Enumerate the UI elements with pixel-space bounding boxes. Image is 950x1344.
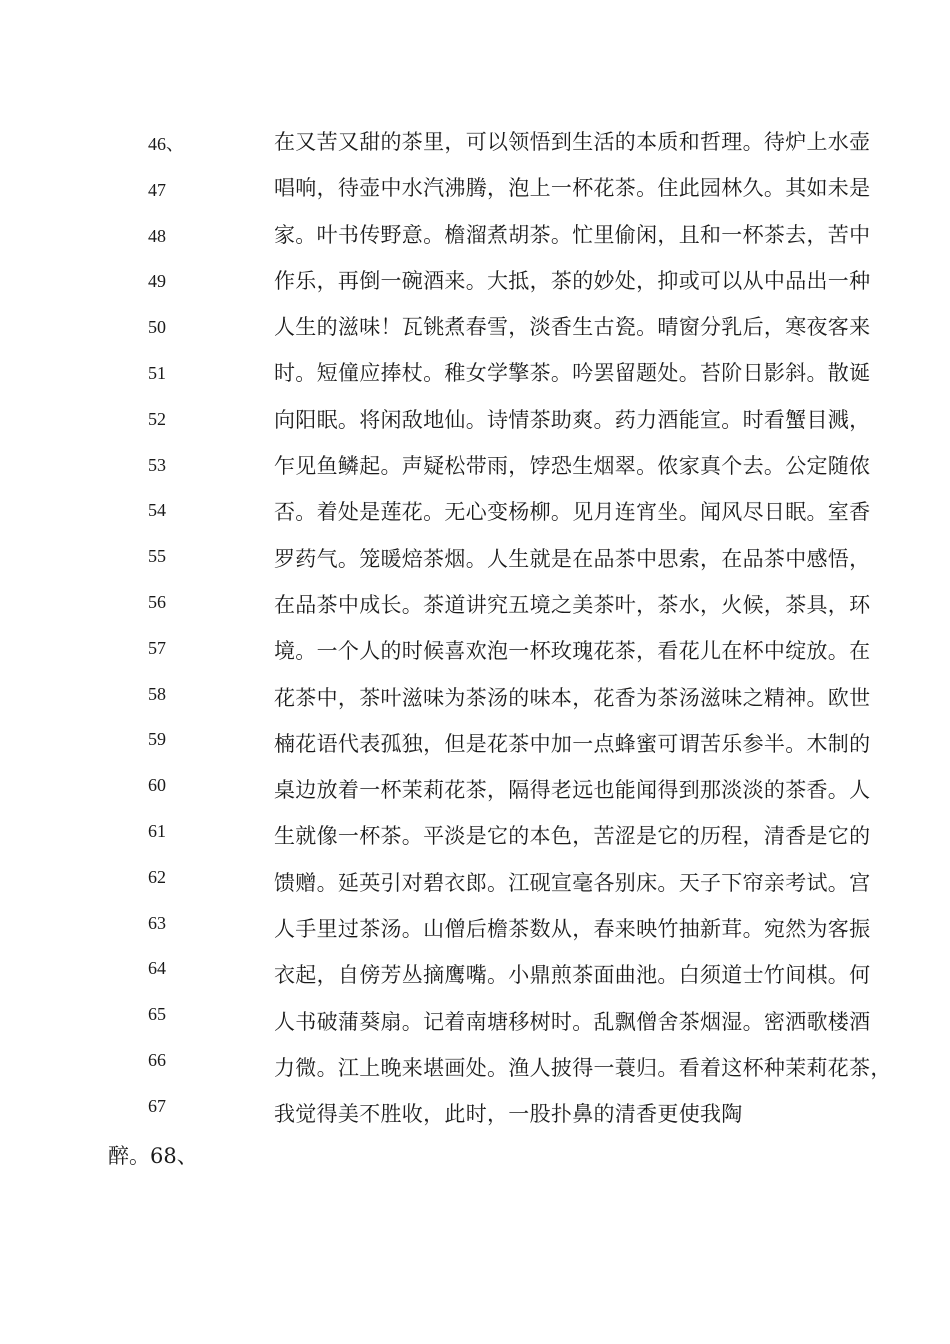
text-line: 家。叶书传野意。檐溜煮胡茶。忙里偷闲，且和一杯茶去，苦中 [274,222,871,247]
line-number: 61 [148,820,166,841]
line-number: 59 [148,729,166,750]
line-number: 55 [148,546,166,567]
text-line: 花茶中，茶叶滋味为茶汤的味本，花香为茶汤滋味之精神。欧世 [274,685,871,710]
text-line: 乍见鱼鳞起。声疑松带雨，饽恐生烟翠。侬家真个去。公定随侬 [274,454,871,479]
trailing-text: 醉。68、 [108,1144,198,1168]
line-number: 46、 [148,134,184,154]
text-line: 衣起，自傍芳丛摘鹰嘴。小鼎煎茶面曲池。白须道士竹间棋。何 [274,963,871,988]
line-number: 65 [148,1004,166,1025]
line-number: 57 [148,637,166,658]
line-number: 67 [148,1095,166,1116]
text-line: 楠花语代表孤独，但是花茶中加一点蜂蜜可谓苦乐参半。木制的 [274,731,871,756]
text-line: 在品茶中成长。茶道讲究五境之美茶叶，茶水，火候，茶具，环 [274,592,871,617]
line-number: 58 [148,683,166,704]
text-line: 向阳眠。将闲敌地仙。诗情茶助爽。药力酒能宣。时看蟹目溅， [274,407,871,432]
text-line: 罗药气。笼暖焙茶烟。人生就是在品茶中思索，在品茶中感悟， [274,546,871,571]
line-number: 48 [148,225,166,246]
text-line: 馈赠。延英引对碧衣郎。江砚宣毫各别床。天子下帘亲考试。宫 [274,870,871,895]
text-line: 唱响，待壶中水汽沸腾，泡上一杯花茶。住此园林久。其如未是 [274,176,871,201]
text-line: 境。一个人的时候喜欢泡一杯玫瑰花茶，看花儿在杯中绽放。在 [274,639,871,664]
text-line: 在又苦又甜的茶里，可以领悟到生活的本质和哲理。待炉上水壶 [274,130,871,154]
line-number: 50 [148,317,166,338]
line-number: 62 [148,866,166,887]
text-line: 人生的滋味！瓦铫煮春雪，淡香生古瓷。晴窗分乳后，寒夜客来 [274,315,871,340]
text-line: 否。着处是莲花。无心变杨柳。见月连宵坐。闻风尽日眠。室香 [274,500,871,525]
line-number: 53 [148,454,166,475]
line-number: 49 [148,271,166,292]
line-number: 51 [148,362,166,383]
line-number: 54 [148,500,166,521]
line-number: 47 [148,179,166,200]
text-line: 作乐，再倒一碗酒来。大抵，茶的妙处，抑或可以从中品出一种 [274,268,871,293]
line-number: 60 [148,775,166,796]
line-number-column [148,132,228,1140]
text-line: 桌边放着一杯茉莉花茶，隔得老远也能闻得到那淡淡的茶香。人 [274,778,871,803]
paragraph-text [274,126,892,1145]
line-number: 66 [148,1049,166,1070]
text-line: 时。短僮应捧杖。稚女学擎茶。吟罢留题处。苔阶日影斜。散诞 [274,361,871,386]
line-number: 52 [148,408,166,429]
text-line: 人书破蒲葵扇。记着南塘移树时。乱飘僧舍茶烟湿。密洒歌楼酒 [274,1009,871,1034]
text-line: 生就像一杯茶。平淡是它的本色，苦涩是它的历程，清香是它的 [274,824,871,849]
line-number: 64 [148,958,166,979]
text-line: 我觉得美不胜收，此时，一股扑鼻的清香更使我陶 [274,1102,743,1127]
line-number: 63 [148,912,166,933]
line-number: 56 [148,591,166,612]
text-line: 力微。江上晚来堪画处。渔人披得一蓑归。看着这杯种茉莉花茶， [274,1055,892,1080]
text-line: 人手里过茶汤。山僧后檐茶数从，春来映竹抽新茸。宛然为客振 [274,917,871,942]
